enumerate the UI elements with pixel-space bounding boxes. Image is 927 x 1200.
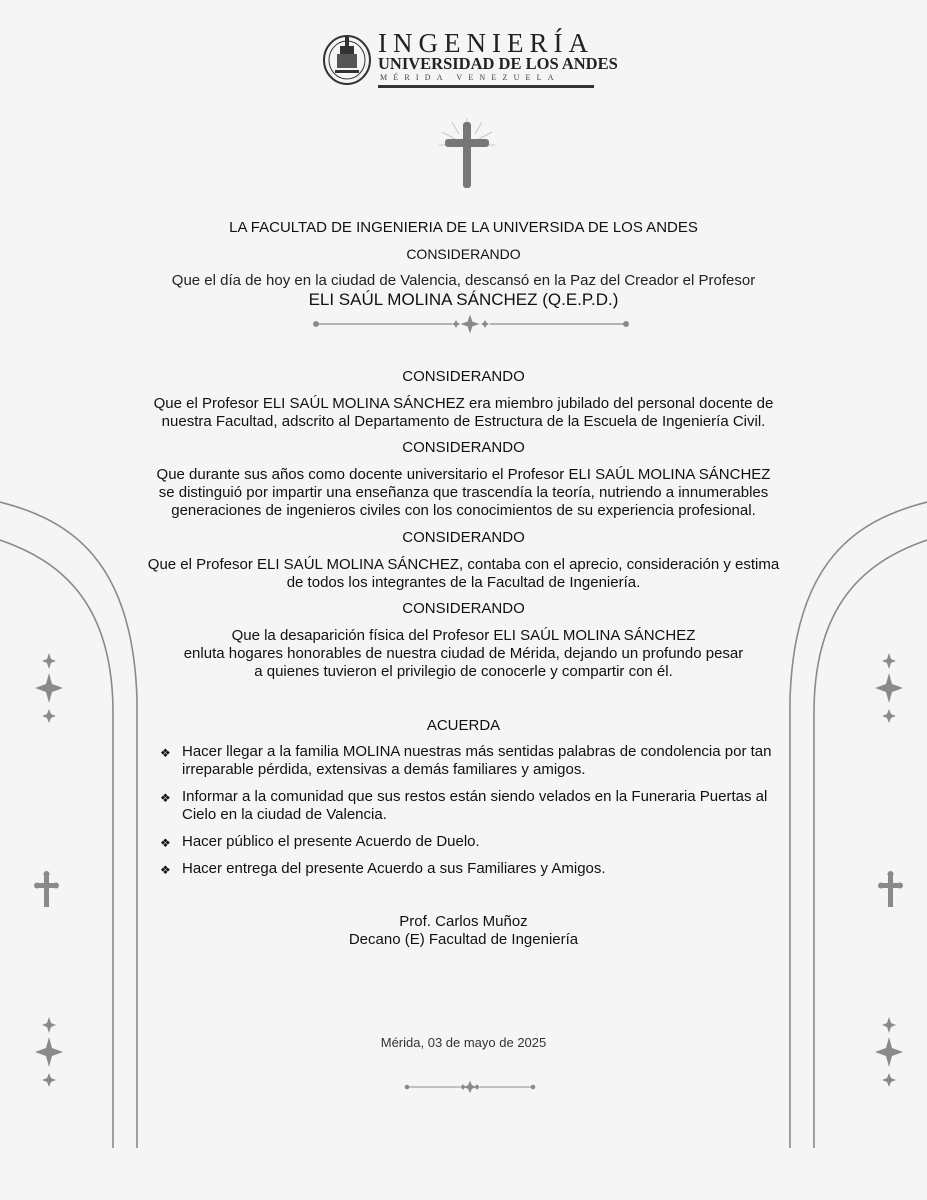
right-cross-icon [878, 871, 903, 907]
bullet-diamond-icon: ❖ [160, 836, 171, 850]
professor-name: ELI SAÚL MOLINA SÁNCHEZ [493, 627, 696, 644]
considerando-text-line: Que el Profesor ELI SAÚL MOLINA SÁNCHEZ, contaba con el aprecio, consideración y estima [147, 556, 780, 573]
logo-underline [378, 85, 594, 88]
bullet-diamond-icon: ❖ [160, 863, 171, 877]
faculty-logo [322, 28, 618, 90]
logo-university: UNIVERSIDAD DE LOS ANDES [378, 54, 618, 73]
bullet-diamond-icon: ❖ [160, 746, 171, 760]
ornamental-divider [314, 316, 629, 332]
logo-location: MÉRIDA VENEZUELA [380, 73, 560, 82]
considerando-heading: CONSIDERANDO [402, 368, 525, 385]
signatory-name: Prof. Carlos Muñoz [399, 913, 528, 930]
considerando-text-line: Que durante sus años como docente universitario el Profesor ELI SAÚL MOLINA SÁNCHEZ [156, 466, 771, 483]
intro-considerando: CONSIDERANDO [406, 246, 521, 262]
considerando-text-line: se distinguió por impartir una enseñanza que trascendía la teoría, nutriendo a innumerables [158, 484, 769, 501]
considerando-heading: CONSIDERANDO [402, 529, 525, 546]
considerando-heading: CONSIDERANDO [402, 600, 525, 617]
considerando-text-line: Que la desaparición física del Profesor ELI SAÚL MOLINA SÁNCHEZ [231, 627, 696, 644]
bullet-diamond-icon: ❖ [160, 791, 171, 805]
intro-text: Que el día de hoy en la ciudad de Valencia, descansó en la Paz del Creador el Profesor [171, 272, 756, 289]
sparkle-icon [42, 1073, 56, 1087]
deceased-name: ELI SAÚL MOLINA SÁNCHEZ (Q.E.P.D.) [308, 290, 619, 309]
sparkle-icon [882, 1017, 896, 1033]
considerando-heading: CONSIDERANDO [402, 439, 525, 456]
right-arch-outer [790, 502, 927, 1148]
professor-name: ELI SAÚL MOLINA SÁNCHEZ [568, 466, 771, 483]
top-cross-icon [439, 118, 495, 188]
faculty-heading: LA FACULTAD DE INGENIERIA DE LA UNIVERSIDA DE LOS ANDES [229, 219, 698, 236]
document-date: Mérida, 03 de mayo de 2025 [380, 1035, 547, 1050]
considerando-text-line: a quienes tuvieron el privilegio de conocerle y compartir con él. [254, 663, 673, 680]
logo-title: INGENIERÍA [378, 28, 594, 58]
university-seal-icon [322, 32, 372, 86]
acuerda-heading: ACUERDA [426, 717, 501, 734]
professor-name: ELI SAÚL MOLINA SÁNCHEZ [257, 556, 460, 573]
left-cross-icon [34, 871, 59, 907]
considerando-text-line: nuestra Facultad, adscrito al Departamento de Estructura de la Escuela de Ingeniería Civil. [161, 413, 766, 430]
sparkle-icon [42, 1017, 56, 1033]
signatory-title: Decano (E) Facultad de Ingeniería [348, 931, 579, 948]
sparkle-icon [882, 1073, 896, 1087]
considerando-text-line: generaciones de ingenieros civiles con los conocimientos de su experiencia profesional. [171, 502, 756, 519]
left-arch-outer [0, 502, 137, 1148]
considerando-text-line: de todos los integrantes de la Facultad de Ingeniería. [286, 574, 641, 591]
footer-divider [405, 1082, 535, 1092]
considerando-text-line: enluta hogares honorables de nuestra ciudad de Mérida, dejando un profundo pesar [183, 645, 744, 662]
considerando-text-line: Que el Profesor ELI SAÚL MOLINA SÁNCHEZ era miembro jubilado del personal docente de [153, 395, 774, 412]
professor-name: ELI SAÚL MOLINA SÁNCHEZ [262, 395, 465, 412]
